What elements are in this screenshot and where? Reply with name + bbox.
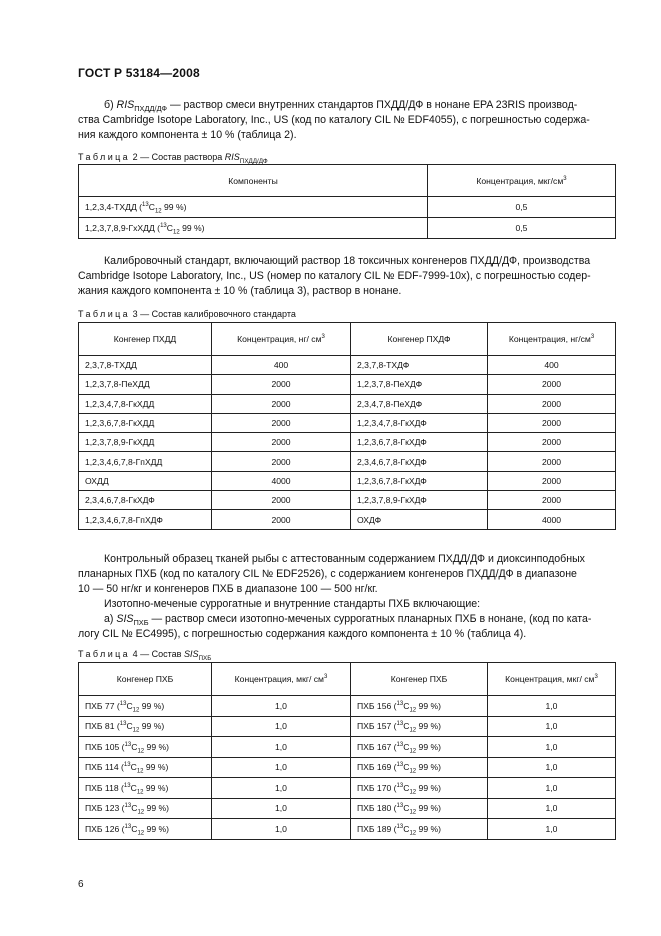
- column-header: [428, 165, 616, 197]
- cell-text: C: [131, 741, 138, 752]
- superscript: 3: [323, 674, 328, 681]
- sis-subscript: ПХБ: [133, 618, 149, 628]
- table-cell: 0,5: [428, 218, 616, 239]
- column-header-text: Концентрация, нг/ см: [237, 334, 322, 344]
- paragraph-text: — раствор смеси изотопно-меченых суррогатных планарных ПХБ в нонане, (код по ката-: [148, 613, 592, 625]
- cell-text: ПХБ 189 (: [357, 823, 397, 834]
- table-row: [79, 819, 616, 840]
- superscript: 13: [119, 700, 127, 707]
- ris-subscript: ПХДД/ДФ: [134, 104, 168, 114]
- column-header-text: Концентрация, мкг/ см: [234, 674, 324, 684]
- paragraph-line: жания каждого компонента ± 10 % (таблица 3), раствор в нонане.: [78, 285, 402, 297]
- table-cell: [79, 696, 212, 717]
- table-cell: [79, 716, 212, 737]
- cell-text: 1,2,3,4-ТХДД (: [85, 202, 143, 212]
- paragraph-line: Контрольный образец тканей рыбы с аттестованным содержанием ПХДД/ДФ и диоксинподобных: [104, 553, 585, 565]
- subscript: 12: [154, 208, 162, 215]
- item-marker: б): [104, 99, 117, 111]
- cell-text: ПХБ 156 (: [357, 700, 397, 711]
- table-row: [79, 798, 616, 819]
- table-header-row: [79, 165, 616, 197]
- caption-text: — Состав раствора: [137, 152, 225, 162]
- table-cell: 1,0: [488, 819, 616, 840]
- table-cell: [351, 798, 488, 819]
- cell-text: C: [131, 823, 138, 834]
- table-cell: 4000: [212, 471, 351, 490]
- subscript: 12: [409, 830, 417, 837]
- table-cell: 1,0: [488, 798, 616, 819]
- superscript: 13: [142, 202, 149, 209]
- cell-text: 99 %): [144, 823, 169, 834]
- superscript: 13: [123, 762, 131, 769]
- cell-text: C: [403, 741, 410, 752]
- cell-text: C: [403, 762, 410, 773]
- cell-text: ПХБ 77 (: [85, 700, 120, 711]
- table-cell: 2000: [212, 510, 351, 529]
- cell-text: ПХБ 114 (: [85, 762, 124, 773]
- subscript: 12: [137, 748, 145, 755]
- table-row: [79, 757, 616, 778]
- table-row: [79, 696, 616, 717]
- subscript: 12: [172, 229, 180, 236]
- table-cell: 1,0: [212, 798, 351, 819]
- table-cell: 1,0: [488, 716, 616, 737]
- table-cell: 2000: [488, 433, 616, 452]
- paragraph-control-sample: [78, 552, 616, 642]
- table-cell: [351, 696, 488, 717]
- table-row: [79, 356, 616, 375]
- table-cell: [351, 737, 488, 758]
- subscript: 12: [409, 727, 417, 734]
- cell-text: ПХБ 157 (: [357, 721, 397, 732]
- table-cell: ОХДФ: [351, 510, 488, 529]
- table-cell: 1,0: [212, 819, 351, 840]
- table-cell: 2000: [488, 394, 616, 413]
- caption-subscript: ПХБ: [198, 654, 212, 662]
- table-header-row: [79, 323, 616, 356]
- table3: [78, 322, 616, 530]
- table-cell: [351, 757, 488, 778]
- cell-text: 99 %): [143, 762, 169, 773]
- table-row: [79, 375, 616, 394]
- superscript: 3: [321, 334, 325, 341]
- table-cell: 2000: [212, 452, 351, 471]
- column-header: Конгенер ПХДД: [79, 323, 212, 356]
- table-cell: 2000: [488, 375, 616, 394]
- table-cell: 1,2,3,6,7,8-ГкХДФ: [351, 471, 488, 490]
- superscript: 3: [594, 674, 598, 681]
- caption-number: 3: [132, 309, 138, 319]
- table-row: [79, 394, 616, 413]
- superscript: 3: [563, 175, 567, 182]
- table4: [78, 662, 616, 840]
- subscript: 12: [409, 748, 417, 755]
- column-header: [212, 323, 351, 356]
- table-cell: 1,0: [488, 696, 616, 717]
- table-cell: ОХДД: [79, 471, 212, 490]
- cell-text: ПХБ 118 (: [85, 782, 124, 793]
- cell-text: 99 %): [179, 223, 205, 233]
- cell-text: 99 %): [161, 202, 187, 212]
- caption-term: RIS: [224, 152, 240, 162]
- table-cell: 1,2,3,7,8,9-ГкХДД: [79, 433, 212, 452]
- table-cell: 2000: [212, 375, 351, 394]
- cell-text: C: [148, 202, 155, 212]
- table-cell: 1,0: [212, 716, 351, 737]
- subscript: 12: [137, 809, 145, 816]
- table-cell: 1,2,3,4,6,7,8-ГпХДД: [79, 452, 212, 471]
- column-header: Конгенер ПХБ: [351, 663, 488, 696]
- paragraph-line: планарных ПХБ (код по каталогу CIL № EDF2526), с содержанием конгенеров ПХДД/ДФ в диапазоне: [78, 568, 577, 580]
- table-cell: 2000: [212, 433, 351, 452]
- cell-text: C: [166, 223, 173, 233]
- column-header-text: Концентрация, мкг/см: [476, 175, 564, 186]
- caption-text: — Состав калибровочного стандарта: [137, 309, 296, 319]
- cell-text: C: [130, 782, 137, 793]
- cell-text: ПХБ 180 (: [357, 803, 397, 814]
- page-number: 6: [78, 879, 84, 890]
- subscript: 12: [409, 809, 417, 816]
- column-header: Конгенер ПХБ: [79, 663, 212, 696]
- table-cell: 4000: [488, 510, 616, 529]
- column-header: Конгенер ПХДФ: [351, 323, 488, 356]
- table-cell: 2000: [488, 452, 616, 471]
- table2: [78, 164, 616, 239]
- cell-text: C: [403, 803, 410, 814]
- superscript: 13: [396, 823, 404, 830]
- table-row: [79, 197, 616, 218]
- superscript: 13: [396, 782, 404, 789]
- cell-text: 99 %): [139, 700, 165, 711]
- table-cell: 400: [212, 356, 351, 375]
- caption-number: 2: [132, 152, 138, 162]
- table-cell: 1,2,3,4,6,7,8-ГпХДФ: [79, 510, 212, 529]
- table-row: [79, 433, 616, 452]
- superscript: 13: [124, 823, 132, 830]
- table-cell: 0,5: [428, 197, 616, 218]
- table-row: [79, 471, 616, 490]
- superscript: 13: [396, 700, 404, 707]
- table-cell: 1,2,3,7,8,9-ГкХДФ: [351, 491, 488, 510]
- table-cell: 2000: [488, 471, 616, 490]
- superscript: 13: [119, 721, 127, 728]
- table-cell: [351, 716, 488, 737]
- cell-text: C: [131, 803, 138, 814]
- cell-text: C: [126, 721, 133, 732]
- cell-text: C: [403, 721, 410, 732]
- subscript: 12: [136, 768, 144, 775]
- superscript: 13: [124, 741, 132, 748]
- table-row: [79, 452, 616, 471]
- table-header-row: [79, 663, 616, 696]
- table-row: [79, 218, 616, 239]
- cell-text: ПХБ 105 (: [85, 741, 125, 752]
- cell-text: 99 %): [144, 741, 169, 752]
- item-marker: а): [104, 613, 117, 625]
- table-row: [79, 413, 616, 432]
- table-row: [79, 737, 616, 758]
- table-cell: [79, 798, 212, 819]
- document-header: ГОСТ Р 53184—2008: [78, 66, 200, 80]
- cell-text: 99 %): [143, 782, 169, 793]
- cell-text: ПХБ 170 (: [357, 782, 397, 793]
- superscript: 13: [396, 762, 404, 769]
- table-cell: 2000: [212, 394, 351, 413]
- table3-body: [79, 356, 616, 530]
- table-cell: 2000: [488, 491, 616, 510]
- superscript: 13: [124, 803, 132, 810]
- table-row: [79, 491, 616, 510]
- cell-text: C: [126, 700, 133, 711]
- superscript: 13: [123, 782, 131, 789]
- table-cell: 1,2,3,7,8-ПеХДД: [79, 375, 212, 394]
- paragraph-line: 10 — 50 нг/кг и конгенеров ПХБ в диапазоне 100 — 500 нг/кг.: [78, 583, 378, 595]
- table-cell: 1,2,3,4,7,8-ГкХДФ: [351, 413, 488, 432]
- table-cell: 1,0: [488, 757, 616, 778]
- table-cell: 1,0: [212, 757, 351, 778]
- cell-text: ПХБ 167 (: [357, 741, 397, 752]
- table-cell: 1,2,3,6,7,8-ГкХДФ: [351, 433, 488, 452]
- subscript: 12: [409, 707, 417, 714]
- cell-text: C: [403, 823, 410, 834]
- superscript: 13: [160, 223, 167, 230]
- subscript: 12: [137, 830, 145, 837]
- table-cell: [79, 218, 428, 239]
- table-cell: 2,3,4,6,7,8-ГкХДФ: [79, 491, 212, 510]
- column-header: [488, 663, 616, 696]
- caption-label: Таблица: [78, 309, 131, 319]
- table-row: [79, 778, 616, 799]
- table4-caption: [78, 649, 212, 662]
- column-header: [212, 663, 351, 696]
- table-cell: 1,0: [212, 778, 351, 799]
- cell-text: 99 %): [416, 700, 441, 711]
- paragraph-line: [78, 612, 616, 627]
- sis-term: SIS: [116, 613, 134, 625]
- table-cell: 1,0: [212, 696, 351, 717]
- column-header: Компоненты: [79, 165, 428, 197]
- table4-body: [79, 696, 616, 840]
- cell-text: 99 %): [416, 741, 441, 752]
- paragraph-line: [78, 98, 616, 113]
- cell-text: ПХБ 123 (: [85, 803, 125, 814]
- column-header: [488, 323, 616, 356]
- table-cell: 400: [488, 356, 616, 375]
- cell-text: ПХБ 126 (: [85, 823, 125, 834]
- table-cell: 1,0: [488, 737, 616, 758]
- table-cell: [351, 819, 488, 840]
- table-cell: 2,3,7,8-ТХДФ: [351, 356, 488, 375]
- paragraph-text: — раствор смеси внутренних стандартов ПХДД/ДФ в нонане EPA 23RIS производ-: [167, 99, 578, 111]
- superscript: 3: [590, 334, 595, 341]
- table-cell: 2000: [488, 413, 616, 432]
- superscript: 13: [396, 741, 404, 748]
- paragraph-calibration: [78, 254, 616, 299]
- table-cell: 1,2,3,7,8-ПеХДФ: [351, 375, 488, 394]
- superscript: 13: [396, 803, 404, 810]
- cell-text: 99 %): [416, 782, 441, 793]
- cell-text: 99 %): [144, 803, 169, 814]
- table-cell: 1,0: [488, 778, 616, 799]
- superscript: 13: [396, 721, 404, 728]
- table-cell: [79, 197, 428, 218]
- paragraph-line: Cambridge Isotope Laboratory, Inc., US (номер по каталогу CIL № EDF-7999-10x), с погрешностью содер-: [78, 270, 591, 282]
- table-cell: [79, 778, 212, 799]
- paragraph-line: Изотопно-меченые суррогатные и внутренние стандарты ПХБ включающие:: [104, 598, 481, 610]
- subscript: 12: [409, 768, 417, 775]
- subscript: 12: [409, 789, 417, 796]
- subscript: 12: [132, 727, 140, 734]
- table-cell: [79, 757, 212, 778]
- table3-caption: [78, 309, 296, 319]
- cell-text: 99 %): [416, 762, 441, 773]
- table-row: [79, 510, 616, 529]
- paragraph-line: ния каждого компонента ± 10 % (таблица 2).: [78, 129, 297, 141]
- cell-text: ПХБ 81 (: [85, 721, 120, 732]
- cell-text: C: [403, 782, 410, 793]
- column-header-text: Концентрация, нг/см: [508, 334, 591, 344]
- cell-text: 99 %): [416, 803, 441, 814]
- table-cell: [351, 778, 488, 799]
- table-cell: 2,3,4,7,8-ПеХДФ: [351, 394, 488, 413]
- caption-text: — Состав: [137, 649, 184, 659]
- paragraph-ris: [78, 98, 616, 143]
- caption-label: Таблица: [78, 649, 131, 659]
- table2-caption: [78, 152, 268, 165]
- table-cell: 1,2,3,4,7,8-ГкХДД: [79, 394, 212, 413]
- paragraph-line: логу CIL № EC4995), с погрешностью содержания каждого компонента ± 10 % (таблица 4).: [78, 628, 527, 640]
- cell-text: 99 %): [416, 721, 441, 732]
- table-cell: 2000: [212, 491, 351, 510]
- table-cell: 1,0: [212, 737, 351, 758]
- subscript: 12: [132, 707, 140, 714]
- caption-number: 4: [132, 649, 138, 659]
- table-cell: 2,3,4,6,7,8-ГкХДФ: [351, 452, 488, 471]
- column-header-text: Концентрация, мкг/ см: [505, 674, 595, 684]
- cell-text: C: [403, 700, 410, 711]
- table-cell: [79, 819, 212, 840]
- paragraph-line: ства Cambridge Isotope Laboratory, Inc., US (код по каталогу CIL № EDF4055), с погрешностью содержа-: [78, 114, 590, 126]
- caption-term: SIS: [183, 649, 199, 659]
- caption-label: Таблица: [78, 152, 131, 162]
- paragraph-line: Калибровочный стандарт, включающий раствор 18 токсичных конгенеров ПХДД/ДФ, производства: [104, 255, 591, 267]
- cell-text: ПХБ 169 (: [357, 762, 397, 773]
- table-cell: [79, 737, 212, 758]
- cell-text: 99 %): [416, 823, 441, 834]
- subscript: 12: [136, 789, 144, 796]
- table-cell: 2,3,7,8-ТХДД: [79, 356, 212, 375]
- ris-term: RIS: [116, 99, 135, 111]
- table-cell: 2000: [212, 413, 351, 432]
- table-row: [79, 716, 616, 737]
- table-cell: 1,2,3,6,7,8-ГкХДД: [79, 413, 212, 432]
- cell-text: 1,2,3,7,8,9-ГхХДД (: [85, 223, 161, 233]
- cell-text: C: [130, 762, 137, 773]
- caption-subscript: ПХДД/ДФ: [239, 157, 268, 165]
- cell-text: 99 %): [139, 721, 165, 732]
